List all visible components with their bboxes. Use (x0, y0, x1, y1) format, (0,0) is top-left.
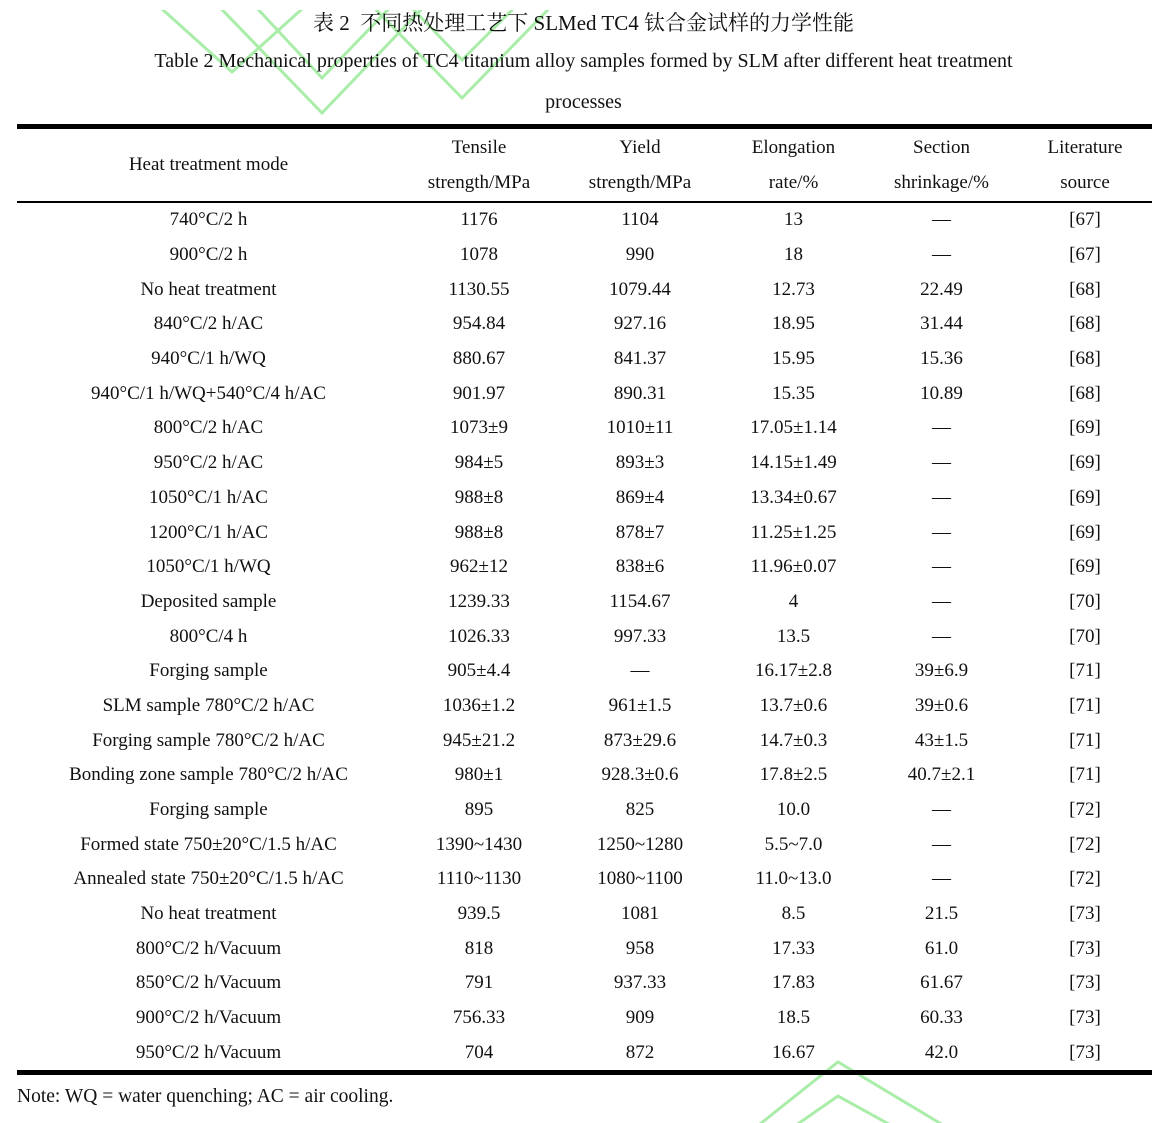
table-cell: — (932, 590, 951, 612)
table-cell: 39±6.9 (914, 660, 969, 682)
table-row (17, 272, 1152, 307)
table-cell: 15.35 (772, 382, 815, 404)
table-cell: 14.7±0.3 (759, 729, 828, 751)
table-cell: 756.33 (452, 1007, 506, 1029)
table-cell: 928.3±0.6 (601, 764, 679, 786)
table-cell: 1078 (460, 244, 498, 266)
column-header-section-shrinkage (865, 127, 1018, 203)
table-cell: [70] (1069, 625, 1101, 647)
table-cell: 13.7±0.6 (759, 694, 828, 716)
table-cell: [70] (1069, 590, 1101, 612)
column-header-heat-treatment-mode (17, 127, 400, 203)
table-row (17, 966, 1152, 1001)
table-cell: 961±1.5 (608, 694, 672, 716)
table-cell: 909 (625, 1007, 655, 1029)
table-cell: — (932, 452, 951, 474)
table-cell: 14.15±1.49 (750, 452, 837, 474)
table-cell: 13.5 (776, 625, 811, 647)
table-row (17, 446, 1152, 481)
table-caption-english-line2: processes (545, 91, 622, 113)
table-row (17, 515, 1152, 550)
table-cell: Bonding zone sample 780°C/2 h/AC (69, 764, 348, 786)
table-cell: [72] (1069, 868, 1101, 890)
column-header-label: source (1060, 172, 1110, 193)
table-cell: 39±0.6 (914, 694, 969, 716)
table-cell: 60.33 (920, 1007, 963, 1029)
table-row (17, 342, 1152, 377)
table-cell: 1250~1280 (596, 833, 684, 855)
table-cell: [68] (1069, 278, 1101, 300)
table-cell: Deposited sample (140, 590, 277, 612)
table-cell: 21.5 (924, 903, 959, 925)
mechanical-properties-table (17, 124, 1152, 1075)
table-cell: 872 (625, 1041, 655, 1063)
table-cell: No heat treatment (140, 278, 277, 300)
table-cell: 940°C/1 h/WQ (151, 348, 266, 370)
table-cell: [72] (1069, 833, 1101, 855)
table-cell: 1050°C/1 h/WQ (146, 556, 271, 578)
table-cell: 61.0 (924, 937, 959, 959)
table-cell: — (932, 209, 951, 231)
table-cell: 10.89 (920, 382, 963, 404)
table-cell: 937.33 (613, 972, 667, 994)
table-cell: 17.05±1.14 (750, 417, 837, 439)
table-cell: — (932, 486, 951, 508)
table-row (17, 550, 1152, 585)
table-cell: 850°C/2 h/Vacuum (135, 972, 282, 994)
table-caption-english-line1: Table 2 Mechanical properties of TC4 titanium alloy samples formed by SLM after different heat treatment (154, 50, 1013, 72)
table-cell: 1050°C/1 h/AC (149, 486, 268, 508)
table-cell: — (932, 417, 951, 439)
column-header-label: Section (913, 137, 970, 158)
table-cell: 873±29.6 (603, 729, 677, 751)
table-cell: [69] (1069, 486, 1101, 508)
table-cell: 1010±11 (606, 417, 674, 439)
table-cell: 1200°C/1 h/AC (149, 521, 268, 543)
table-cell: [68] (1069, 348, 1101, 370)
table-cell: — (932, 833, 951, 855)
table-cell: 1130.55 (448, 278, 510, 300)
column-header-yield-strength (558, 127, 722, 203)
table-cell: 800°C/2 h/AC (153, 417, 264, 439)
table-cell: 980±1 (454, 764, 504, 786)
table-cell: 11.96±0.07 (750, 556, 837, 578)
table-cell: 1079.44 (609, 278, 671, 300)
table-cell: 990 (625, 244, 655, 266)
column-header-literature-source (1018, 127, 1152, 203)
table-cell: 818 (464, 937, 494, 959)
table-cell: Formed state 750±20°C/1.5 h/AC (80, 833, 337, 855)
table-cell: 12.73 (772, 278, 815, 300)
table-cell: 13.34±0.67 (750, 486, 837, 508)
table-cell: 1080~1100 (597, 868, 683, 890)
table-cell: 1390~1430 (435, 833, 523, 855)
table-cell: [69] (1069, 521, 1101, 543)
table-cell: [71] (1069, 660, 1101, 682)
table-cell: 18 (784, 244, 803, 266)
table-cell: 900°C/2 h/Vacuum (135, 1007, 282, 1029)
table-cell: — (932, 556, 951, 578)
table-cell: 893±3 (615, 452, 665, 474)
table-cell: 40.7±2.1 (907, 764, 976, 786)
table-cell: — (932, 868, 951, 890)
table-cell: [71] (1069, 729, 1101, 751)
column-header-label: shrinkage/% (894, 172, 989, 193)
column-header-label: strength/MPa (427, 172, 531, 193)
table-row (17, 1001, 1152, 1036)
table-cell: [69] (1069, 556, 1101, 578)
table-caption-chinese: 表 2 不同热处理工艺下 SLMed TC4 钛合金试样的力学性能 (313, 11, 854, 35)
table-cell: 8.5 (781, 903, 806, 925)
table-cell: 10.0 (776, 799, 811, 821)
table-cell: 4 (788, 590, 799, 612)
table-cell: [69] (1069, 417, 1101, 439)
table-cell: [72] (1069, 799, 1101, 821)
table-cell: Annealed state 750±20°C/1.5 h/AC (73, 868, 344, 890)
table-cell: [73] (1069, 972, 1101, 994)
table-cell: 841.37 (613, 348, 667, 370)
table-cell: 890.31 (613, 382, 667, 404)
table-cell: 42.0 (924, 1041, 959, 1063)
table-cell: 13 (784, 209, 803, 231)
table-cell: 988±8 (454, 486, 504, 508)
table-cell: 838±6 (615, 556, 665, 578)
table-cell: — (932, 244, 951, 266)
table-row (17, 654, 1152, 689)
table-body (17, 202, 1152, 1073)
table-cell: 740°C/2 h (169, 209, 248, 231)
table-cell: 800°C/2 h/Vacuum (135, 937, 282, 959)
table-cell: 1176 (460, 209, 498, 231)
table-cell: [68] (1069, 382, 1101, 404)
paper-table-page (0, 10, 1167, 1108)
column-header-label: Yield (619, 137, 661, 158)
table-cell: 18.95 (772, 313, 815, 335)
table-cell: — (932, 625, 951, 647)
table-cell: 840°C/2 h/AC (153, 313, 264, 335)
table-cell: 17.33 (772, 937, 815, 959)
table-cell: [69] (1069, 452, 1101, 474)
table-cell: 901.97 (452, 382, 506, 404)
table-row (17, 758, 1152, 793)
table-cell: 11.25±1.25 (750, 521, 837, 543)
table-row (17, 1036, 1152, 1073)
table-cell: 16.67 (772, 1041, 815, 1063)
table-cell: 984±5 (454, 452, 504, 474)
table-cell: 22.49 (920, 278, 963, 300)
column-header-label: Heat treatment mode (128, 154, 289, 175)
table-row (17, 862, 1152, 897)
table-cell: [71] (1069, 694, 1101, 716)
table-cell: — (630, 660, 650, 682)
table-cell: [73] (1069, 1041, 1101, 1063)
table-cell: — (932, 521, 951, 543)
column-header-elongation-rate (722, 127, 865, 203)
table-cell: [67] (1069, 209, 1101, 231)
table-cell: 927.16 (613, 313, 667, 335)
table-row (17, 619, 1152, 654)
table-cell: — (932, 799, 951, 821)
table-cell: 18.5 (776, 1007, 811, 1029)
column-header-label: Tensile (451, 137, 507, 158)
table-cell: 791 (464, 972, 494, 994)
table-cell: 1026.33 (448, 625, 510, 647)
table-cell: Forging sample 780°C/2 h/AC (92, 729, 325, 751)
column-header-label: Literature (1047, 137, 1123, 158)
table-cell: 900°C/2 h (169, 244, 248, 266)
table-cell: Forging sample (149, 799, 268, 821)
table-cell: 825 (625, 799, 655, 821)
table-cell: 895 (464, 799, 494, 821)
column-header-tensile-strength (400, 127, 558, 203)
table-cell: 31.44 (920, 313, 963, 335)
table-cell: 950°C/2 h/Vacuum (135, 1041, 282, 1063)
table-row (17, 307, 1152, 342)
table-cell: 1154.67 (609, 590, 671, 612)
table-cell: 878±7 (615, 521, 665, 543)
table-cell: 15.36 (920, 348, 963, 370)
table-cell: [71] (1069, 764, 1101, 786)
table-cell: 800°C/4 h (169, 625, 248, 647)
table-cell: 17.8±2.5 (759, 764, 828, 786)
table-cell: Forging sample (149, 660, 268, 682)
table-row (17, 481, 1152, 516)
table-cell: [67] (1069, 244, 1101, 266)
table-cell: [73] (1069, 937, 1101, 959)
table-row (17, 689, 1152, 724)
table-cell: 5.5~7.0 (764, 833, 823, 855)
column-header-label: rate/% (768, 172, 819, 193)
table-row (17, 238, 1152, 273)
table-cell: 61.67 (920, 972, 963, 994)
table-header (17, 127, 1152, 203)
table-cell: 1104 (621, 209, 659, 231)
table-row (17, 931, 1152, 966)
table-cell: 958 (625, 937, 655, 959)
table-cell: 950°C/2 h/AC (153, 452, 264, 474)
column-header-label: Elongation (751, 137, 836, 158)
table-row (17, 411, 1152, 446)
table-cell: 704 (464, 1041, 494, 1063)
table-cell: [68] (1069, 313, 1101, 335)
table-cell: 954.84 (452, 313, 506, 335)
table-cell: 1036±1.2 (442, 694, 516, 716)
table-row (17, 202, 1152, 238)
table-cell: 940°C/1 h/WQ+540°C/4 h/AC (91, 382, 326, 404)
table-cell: 17.83 (772, 972, 815, 994)
table-row (17, 585, 1152, 620)
table-cell: 962±12 (450, 556, 508, 578)
table-cell: SLM sample 780°C/2 h/AC (102, 694, 315, 716)
table-cell: 1239.33 (448, 590, 510, 612)
table-row (17, 793, 1152, 828)
table-cell: 11.0~13.0 (755, 868, 832, 890)
table-cell: 15.95 (772, 348, 815, 370)
table-cell: 1110~1130 (436, 868, 522, 890)
table-cell: [73] (1069, 903, 1101, 925)
table-row (17, 897, 1152, 932)
table-row (17, 723, 1152, 758)
table-footnote: Note: WQ = water quenching; AC = air cooling. (17, 1086, 394, 1108)
table-row (17, 827, 1152, 862)
table-cell: 905±4.4 (447, 660, 511, 682)
table-cell: 16.17±2.8 (755, 660, 832, 682)
table-cell: 880.67 (452, 348, 506, 370)
table-cell: 997.33 (613, 625, 667, 647)
table-row (17, 376, 1152, 411)
column-header-label: strength/MPa (588, 172, 692, 193)
table-header-row (17, 127, 1152, 203)
table-cell: 1073±9 (450, 417, 508, 439)
table-cell: 945±21.2 (442, 729, 516, 751)
table-cell: 988±8 (454, 521, 504, 543)
table-cell: 43±1.5 (914, 729, 969, 751)
table-cell: 1081 (621, 903, 659, 925)
table-cell: No heat treatment (140, 903, 277, 925)
table-cell: 869±4 (615, 486, 665, 508)
table-cell: 939.5 (457, 903, 501, 925)
table-cell: [73] (1069, 1007, 1101, 1029)
